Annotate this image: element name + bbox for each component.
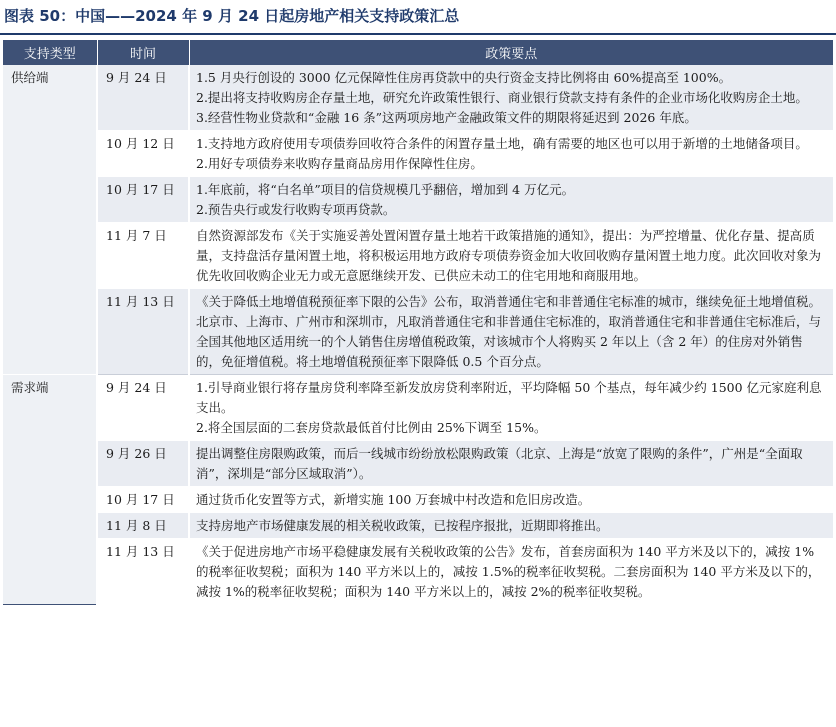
table-row bbox=[3, 65, 833, 131]
row-date: 10 月 12 日 bbox=[97, 131, 189, 177]
policy-line: 提出调整住房限购政策，而后一线城市纷纷放松限购政策（北京、上海是“放宽了限购的条件”，广州是“全面取消”，深圳是“部分区域取消”）。 bbox=[196, 446, 803, 481]
table-row bbox=[3, 375, 833, 441]
table-row bbox=[3, 441, 833, 487]
header-support-type: 支持类型 bbox=[3, 40, 97, 65]
row-date: 11 月 13 日 bbox=[97, 539, 189, 605]
policy-line: 1.5 月央行创设的 3000 亿元保障性住房再贷款中的央行资金支持比例将由 60%提高至 100%。 bbox=[196, 70, 732, 85]
policy-line: 《关于降低土地增值税预征率下限的公告》公布，取消普通住宅和非普通住宅标准的城市，继续免征土地增值税。北京市、上海市、广州市和深圳市，凡取消普通住宅和非普通住宅标准的，取消普通住宅和非普通住宅标准后，与全国其他地区适用统一的个人销售住房增值税政策，对该城市个人将购买 2 年以上（含 2 年）的住房对外销售的，免征增值税。将土地增值税预征率下限降低 0.5 个百分点。 bbox=[196, 294, 822, 369]
row-date: 9 月 26 日 bbox=[97, 441, 189, 487]
row-date: 11 月 8 日 bbox=[97, 513, 189, 539]
policy-line: 2.将全国层面的二套房贷款最低首付比例由 25%下调至 15%。 bbox=[196, 420, 547, 435]
category-demand: 需求端 bbox=[3, 375, 97, 605]
row-policy bbox=[189, 441, 833, 487]
row-policy bbox=[189, 131, 833, 177]
policy-line: 《关于促进房地产市场平稳健康发展有关税收政策的公告》发布，首套房面积为 140 平方米及以下的，减按 1%的税率征收契税；面积为 140 平方米以上的，减按 1.5%的税率征收契税。二套房面积为 140 平方米及以下的，减按 1%的税率征收契税；面积为 140 平方米以上的，减按 2%的税率征收契税。 bbox=[196, 544, 821, 599]
row-date: 9 月 24 日 bbox=[97, 65, 189, 131]
table-row bbox=[3, 131, 833, 177]
table-row bbox=[3, 539, 833, 605]
row-date: 11 月 7 日 bbox=[97, 223, 189, 289]
figure-title: 图表 50：中国——2024 年 9 月 24 日起房地产相关支持政策汇总 bbox=[4, 7, 460, 25]
row-date: 10 月 17 日 bbox=[97, 487, 189, 513]
row-policy bbox=[189, 513, 833, 539]
policy-table bbox=[3, 40, 833, 605]
policy-line: 支持房地产市场健康发展的相关税收政策，已按程序报批，近期即将推出。 bbox=[196, 518, 609, 533]
policy-line: 1.引导商业银行将存量房贷利率降至新发放房贷利率附近，平均降幅 50 个基点，每年减少约 1500 亿元家庭利息支出。 bbox=[196, 380, 822, 415]
row-policy bbox=[189, 487, 833, 513]
header-time: 时间 bbox=[97, 40, 189, 65]
row-date: 11 月 13 日 bbox=[97, 289, 189, 375]
table-row bbox=[3, 513, 833, 539]
table-row bbox=[3, 223, 833, 289]
table-row bbox=[3, 177, 833, 223]
policy-line: 自然资源部发布《关于实施妥善处置闲置存量土地若干政策措施的通知》，提出：为严控增量、优化存量、提高质量，支持盘活存量闲置土地，将积极运用地方政府专项债券资金加大收回收购存量闲置土地力度。此次回收对象为优先收回收购企业无力或无意愿继续开发、已供应未动工的住宅用地和商服用地。 bbox=[196, 228, 822, 283]
row-policy bbox=[189, 223, 833, 289]
row-date: 9 月 24 日 bbox=[97, 375, 189, 441]
category-supply: 供给端 bbox=[3, 65, 97, 375]
policy-line: 1.支持地方政府使用专项债券回收符合条件的闲置存量土地，确有需要的地区也可以用于新增的土地储备项目。 bbox=[196, 136, 808, 151]
row-policy bbox=[189, 65, 833, 131]
policy-line: 2.预告央行或发行收购专项再贷款。 bbox=[196, 202, 396, 217]
policy-line: 2.提出将支持收购房企存量土地，研究允许政策性银行、商业银行贷款支持有条件的企业市场化收购房企土地。 bbox=[196, 90, 808, 105]
table-row bbox=[3, 289, 833, 375]
title-rule bbox=[0, 33, 836, 35]
row-policy bbox=[189, 375, 833, 441]
policy-line: 3.经营性物业贷款和“金融 16 条”这两项房地产金融政策文件的期限将延迟到 2026 年底。 bbox=[196, 110, 697, 125]
policy-line: 2.用好专项债券来收购存量商品房用作保障性住房。 bbox=[196, 156, 483, 171]
header-policy-points: 政策要点 bbox=[189, 40, 833, 65]
policy-line: 1.年底前，将“白名单”项目的信贷规模几乎翻倍，增加到 4 万亿元。 bbox=[196, 182, 575, 197]
table-row bbox=[3, 487, 833, 513]
row-policy bbox=[189, 177, 833, 223]
policy-line: 通过货币化安置等方式，新增实施 100 万套城中村改造和危旧房改造。 bbox=[196, 492, 591, 507]
row-policy bbox=[189, 539, 833, 605]
table-header-row bbox=[3, 40, 833, 65]
row-date: 10 月 17 日 bbox=[97, 177, 189, 223]
row-policy bbox=[189, 289, 833, 375]
